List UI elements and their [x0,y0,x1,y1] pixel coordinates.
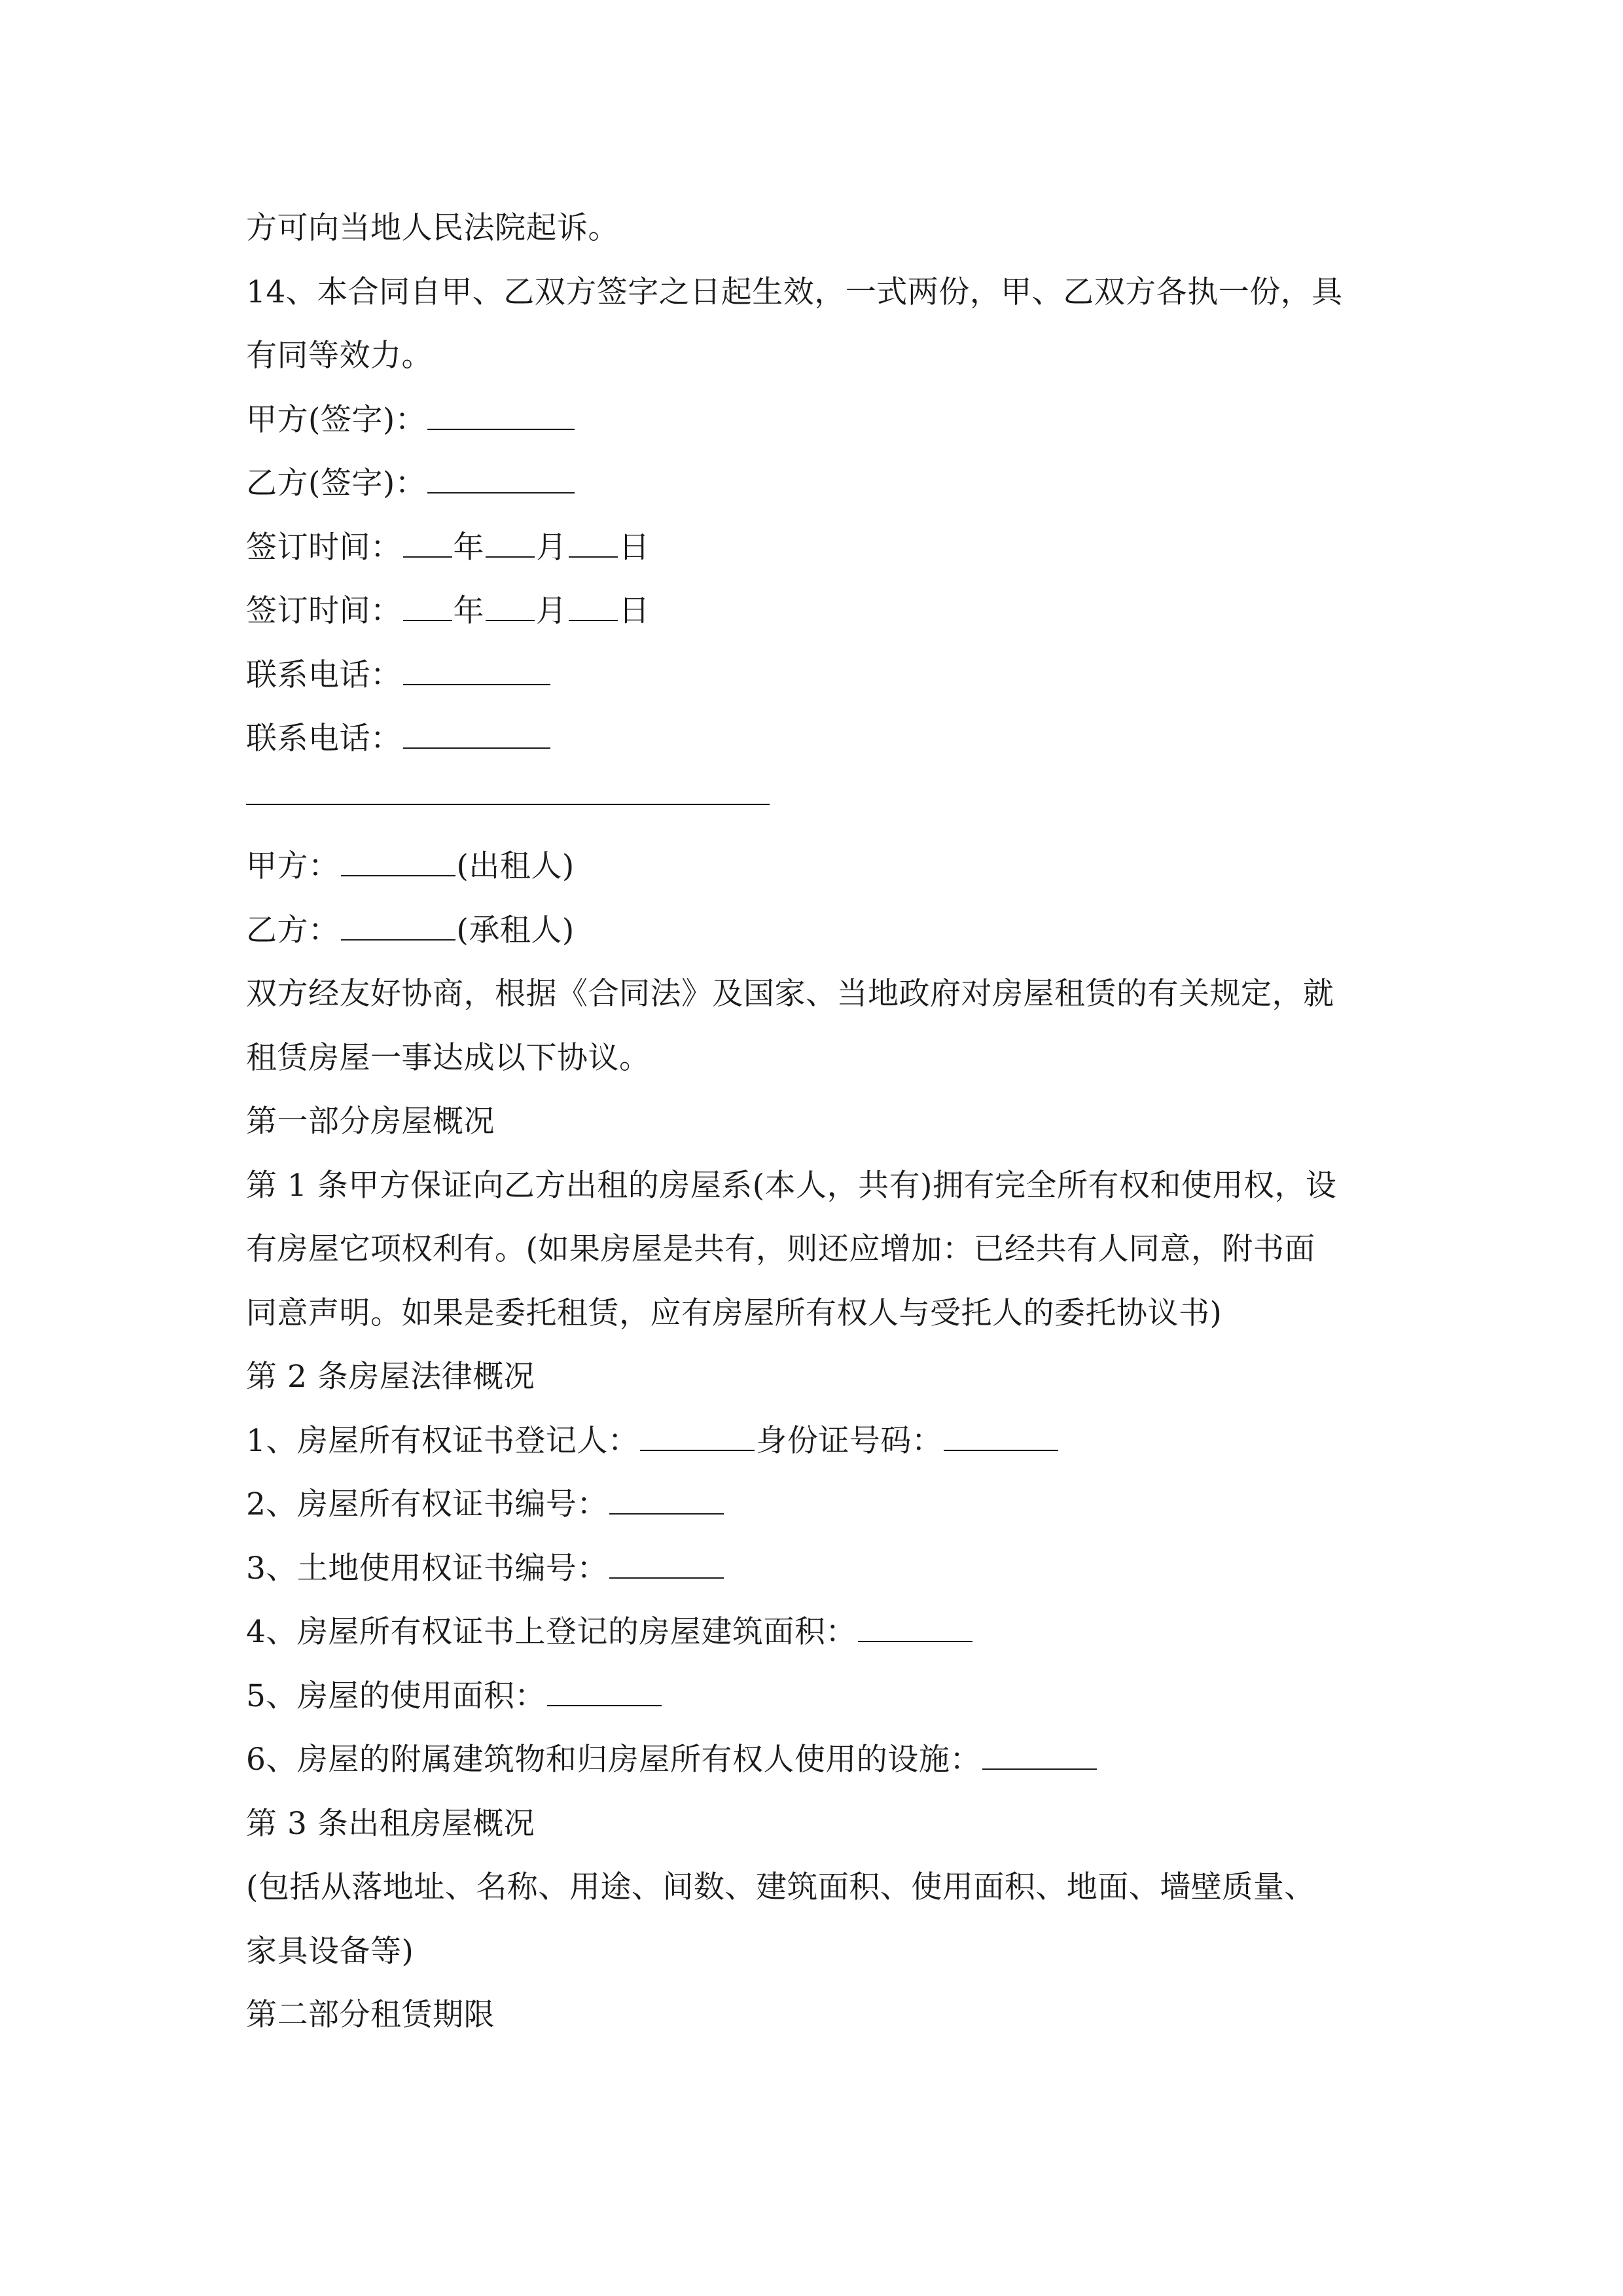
party-b-signature-label: 乙方(签字)： [246,465,427,501]
facilities-blank[interactable] [982,1742,1097,1770]
text-line: 方可向当地人民法院起诉。 [246,210,619,246]
party-b-signature-line [246,452,1385,516]
text-line: 家具设备等) [246,1933,414,1969]
month-label: 月 [536,593,567,629]
phone-blank[interactable] [403,721,550,749]
year-blank[interactable] [403,594,452,621]
sign-date-line [246,579,1385,643]
list-item [246,1409,1385,1473]
party-a-signature-blank[interactable] [427,403,575,430]
item-label: 3、土地使用权证书编号： [246,1550,608,1587]
usable-area-blank[interactable] [547,1679,662,1706]
party-b-line [246,899,1385,963]
phone-label: 联系电话： [246,656,402,693]
list-item [246,1537,1385,1601]
sign-date-line [246,516,1385,580]
month-label: 月 [536,529,567,565]
year-label: 年 [453,593,484,629]
document-body [246,196,1385,2047]
list-item [246,1664,1385,1729]
section-divider [246,771,1385,835]
phone-line [246,707,1385,771]
divider-rule [246,804,770,805]
party-b-label: 乙方： [246,912,340,948]
article-heading: 第 3 条出租房屋概况 [246,1805,535,1842]
year-blank[interactable] [403,530,452,558]
party-a-signature-line [246,388,1385,452]
party-b-blank[interactable] [341,913,455,941]
land-certificate-blank[interactable] [609,1551,724,1579]
text-line: 有同等效力。 [246,338,433,374]
text-line: 租赁房屋一事达成以下协议。 [246,1039,651,1076]
registrant-blank[interactable] [640,1424,755,1451]
text-line: 双方经友好协商，根据《合同法》及国家、当地政府对房屋租赁的有关规定，就 [246,976,1334,1012]
party-a-role: (出租人) [456,848,575,884]
list-item [246,1473,1385,1537]
phone-line [246,643,1385,708]
item-label: 6、房屋的附属建筑物和归房屋所有权人使用的设施： [246,1742,981,1778]
party-a-line [246,834,1385,899]
item-label: 4、房屋所有权证书上登记的房屋建筑面积： [246,1614,857,1650]
item-label: 1、房屋所有权证书登记人： [246,1422,639,1459]
day-blank[interactable] [569,530,618,558]
phone-label: 联系电话： [246,721,402,757]
month-blank[interactable] [486,594,535,621]
item-label: 2、房屋所有权证书编号： [246,1486,608,1522]
list-item [246,1728,1385,1792]
party-a-signature-label: 甲方(签字)： [246,401,427,438]
text-line: (包括从落地址、名称、用途、间数、建筑面积、使用面积、地面、墙壁质量、 [246,1869,1315,1905]
section-heading: 第二部分租赁期限 [246,1997,495,2033]
party-b-signature-blank[interactable] [427,466,575,493]
id-number-blank[interactable] [944,1424,1058,1451]
party-b-role: (承租人) [456,912,575,948]
certificate-number-blank[interactable] [609,1487,724,1515]
text-line: 同意声明。如果是委托租赁，应有房屋所有权人与受托人的委托协议书) [246,1295,1222,1331]
month-blank[interactable] [486,530,535,558]
list-item [246,1600,1385,1664]
day-blank[interactable] [569,594,618,621]
party-a-blank[interactable] [341,849,455,876]
item-label: 5、房屋的使用面积： [246,1677,546,1714]
building-area-blank[interactable] [858,1615,972,1642]
day-label: 日 [618,529,650,565]
day-label: 日 [618,593,650,629]
sign-date-label: 签订时间： [246,529,402,565]
party-a-label: 甲方： [246,848,340,884]
id-number-label: 身份证号码： [756,1422,943,1459]
section-heading: 第一部分房屋概况 [246,1103,495,1139]
phone-blank[interactable] [403,658,550,685]
sign-date-label: 签订时间： [246,593,402,629]
article-heading: 第 2 条房屋法律概况 [246,1359,535,1395]
year-label: 年 [453,529,484,565]
text-line: 有房屋它项权利有。(如果房屋是共有，则还应增加：已经共有人同意，附书面 [246,1231,1315,1267]
text-line: 第 1 条甲方保证向乙方出租的房屋系(本人，共有)拥有完全所有权和使用权，设 [246,1167,1337,1204]
text-line: 14、本合同自甲、乙双方签字之日起生效，一式两份，甲、乙双方各执一份，具 [246,274,1343,310]
